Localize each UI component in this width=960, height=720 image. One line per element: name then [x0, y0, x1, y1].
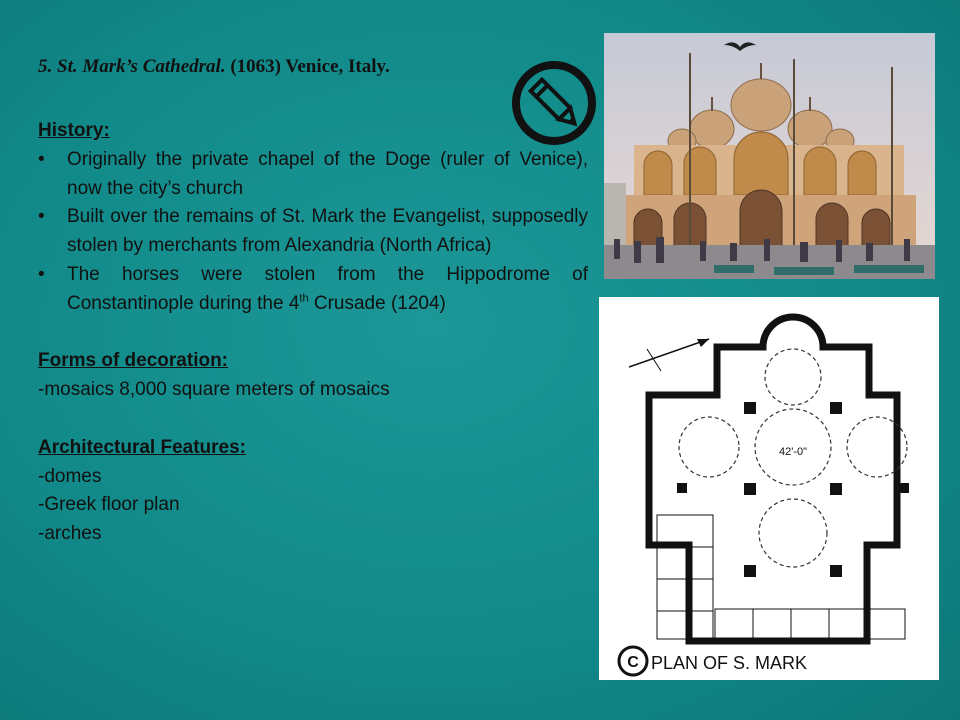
copyright-mark: C: [627, 654, 639, 671]
history-bullet-3: • The horses were stolen from the Hippodrome of Constantinople during the 4th Crusade (1204): [38, 261, 588, 319]
title-rest: (1063) Venice, Italy.: [225, 56, 390, 77]
feature-line-domes: -domes: [38, 465, 102, 487]
floor-plan: [599, 297, 939, 680]
decoration-heading: Forms of decoration:: [38, 350, 229, 372]
history-bullet-1: • Originally the private chapel of the Doge (ruler of Venice), now the city’s church: [38, 146, 588, 204]
history-heading: History:: [38, 120, 110, 141]
features-heading: Architectural Features:: [38, 436, 247, 458]
cathedral-photo: [604, 33, 935, 279]
feature-line-plan: -Greek floor plan: [38, 494, 180, 516]
floor-plan-drawing: [599, 297, 939, 680]
feature-line-arches: -arches: [38, 523, 102, 545]
title-italic: 5. St. Mark’s Cathedral.: [38, 56, 226, 77]
decoration-line: -mosaics 8,000 square meters of mosaics: [38, 379, 390, 401]
plan-caption: PLAN OF S. MARK: [651, 653, 808, 673]
history-bullet-2: • Built over the remains of St. Mark the Evangelist, supposedly stolen by merchants from Alexandria (North Africa): [38, 203, 588, 261]
plan-dimension-label: 42'-0": [778, 446, 808, 458]
slide-body: [38, 117, 588, 549]
slide-title: [38, 56, 390, 78]
